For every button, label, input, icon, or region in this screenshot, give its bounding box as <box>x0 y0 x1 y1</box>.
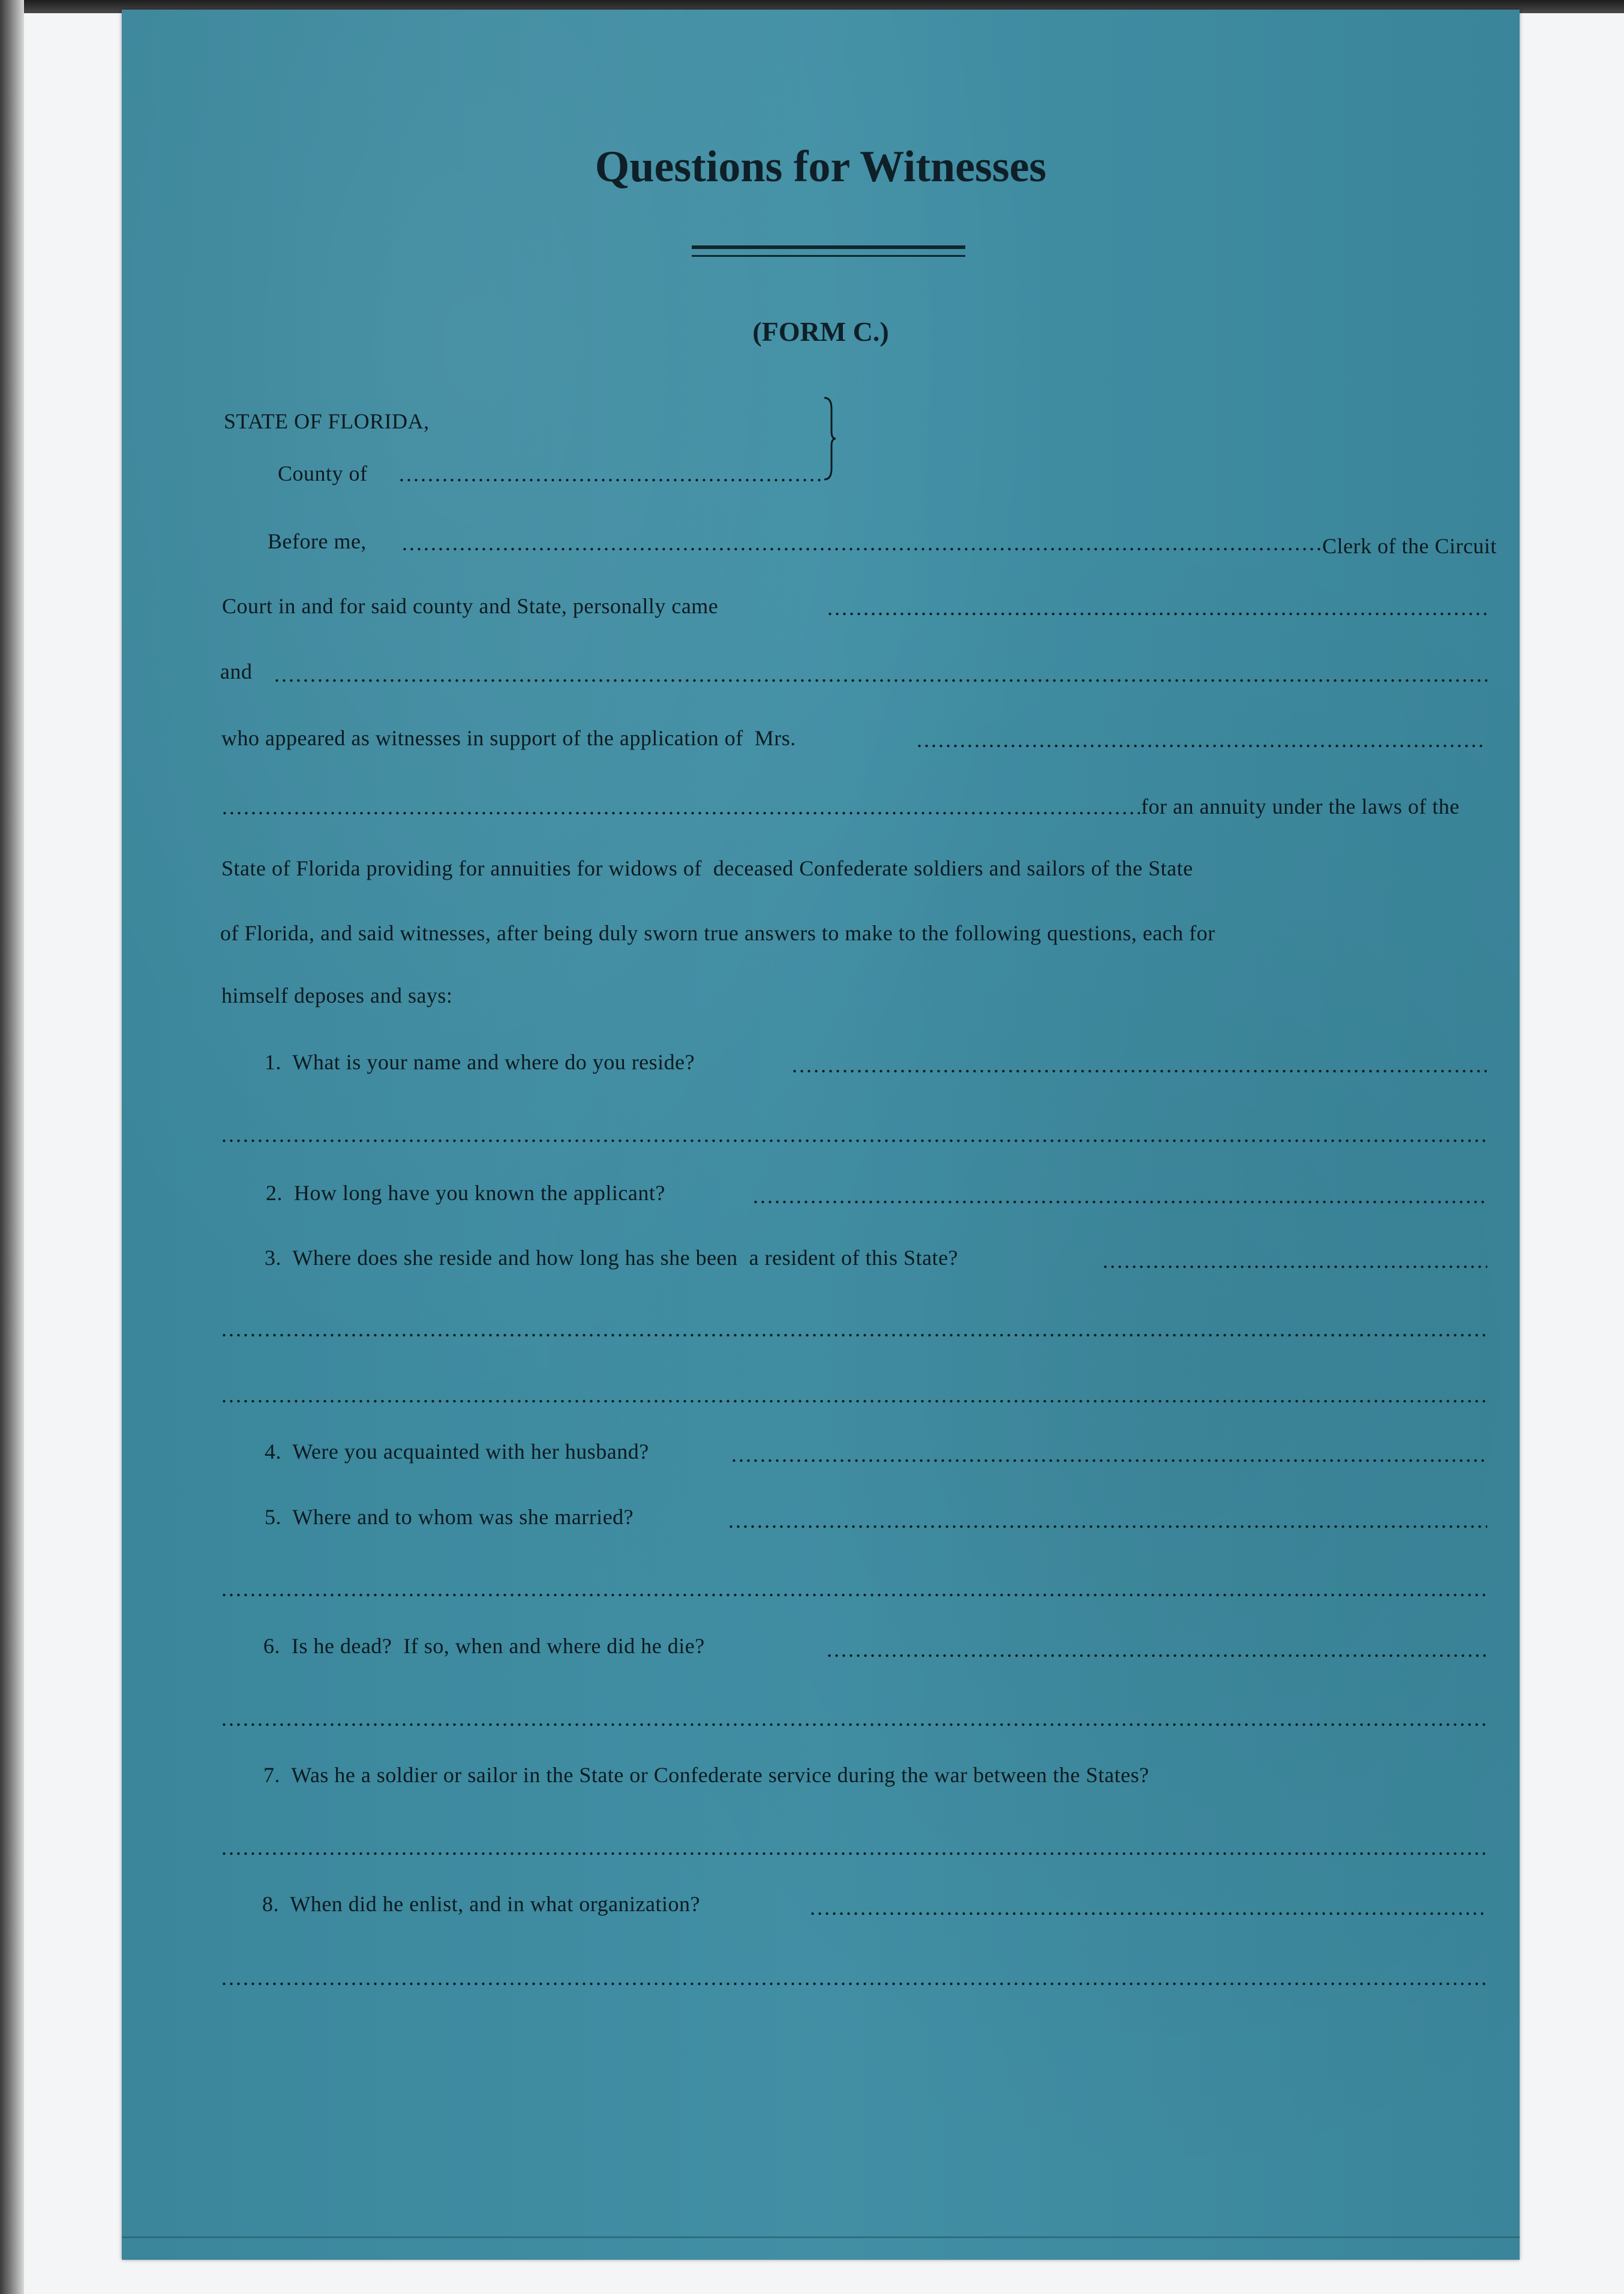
applicant-name-continued-blank[interactable] <box>222 796 1140 818</box>
county-label: County of <box>278 461 368 485</box>
appeared-line: who appeared as witnesses in support of the application of Mrs. <box>221 726 796 750</box>
witness-two-blank[interactable] <box>274 664 1487 685</box>
scan-left-edge <box>0 0 24 2294</box>
court-line: Court in and for said county and State, personally came <box>222 594 719 618</box>
answer-7-blank[interactable] <box>221 1837 1487 1858</box>
sheet-bottom-rule <box>122 2236 1520 2238</box>
question-6: 6. Is he dead? If so, when and where did he die? <box>263 1634 705 1658</box>
venue-brace <box>823 397 836 481</box>
answer-1-blank-b[interactable] <box>221 1124 1487 1145</box>
question-2: 2. How long have you known the applicant? <box>266 1181 665 1205</box>
answer-5-blank-a[interactable] <box>728 1510 1487 1531</box>
and-label: and <box>220 659 253 683</box>
deposes-line: himself deposes and says: <box>221 983 453 1007</box>
answer-8-blank-a[interactable] <box>810 1897 1487 1918</box>
answer-4-blank[interactable] <box>731 1444 1487 1465</box>
question-4: 4. Were you acquainted with her husband? <box>265 1440 649 1464</box>
county-blank[interactable] <box>399 463 822 485</box>
providing-line: State of Florida providing for annuities for widows of deceased Confederate soldiers and sailors of the State <box>221 856 1193 880</box>
applicant-name-blank[interactable] <box>917 729 1487 751</box>
answer-1-blank-a[interactable] <box>792 1054 1487 1076</box>
state-line: STATE OF FLORIDA, <box>224 409 430 433</box>
form-label: (FORM C.) <box>752 316 889 347</box>
annuity-line: for an annuity under the laws of the <box>1141 794 1460 818</box>
title-double-rule <box>692 245 965 249</box>
clerk-label: Clerk of the Circuit <box>1322 534 1497 558</box>
clerk-name-blank[interactable] <box>402 532 1322 554</box>
answer-6-blank-b[interactable] <box>221 1708 1487 1729</box>
title-double-rule-lower <box>692 255 965 257</box>
question-1: 1. What is your name and where do you reside? <box>265 1050 695 1074</box>
question-7: 7. Was he a soldier or sailor in the State or Confederate service during the war between the States? <box>263 1763 1149 1787</box>
before-me-label: Before me, <box>268 529 367 553</box>
form-sheet <box>122 10 1520 2260</box>
witness-one-blank[interactable] <box>827 597 1487 619</box>
sworn-line: of Florida, and said witnesses, after being duly sworn true answers to make to the following questions, each for <box>220 921 1215 945</box>
answer-5-blank-b[interactable] <box>221 1578 1487 1600</box>
answer-8-blank-b[interactable] <box>221 1967 1487 1989</box>
answer-3-blank-a[interactable] <box>1103 1250 1487 1272</box>
question-8: 8. When did he enlist, and in what organization? <box>262 1892 700 1916</box>
question-3: 3. Where does she reside and how long has she been a resident of this State? <box>265 1246 959 1270</box>
answer-3-blank-c[interactable] <box>221 1384 1487 1406</box>
answer-3-blank-b[interactable] <box>221 1318 1487 1340</box>
question-5: 5. Where and to whom was she married? <box>265 1505 634 1529</box>
form-title: Questions for Witnesses <box>595 142 1047 191</box>
answer-2-blank[interactable] <box>753 1185 1487 1207</box>
answer-6-blank-a[interactable] <box>827 1639 1487 1660</box>
